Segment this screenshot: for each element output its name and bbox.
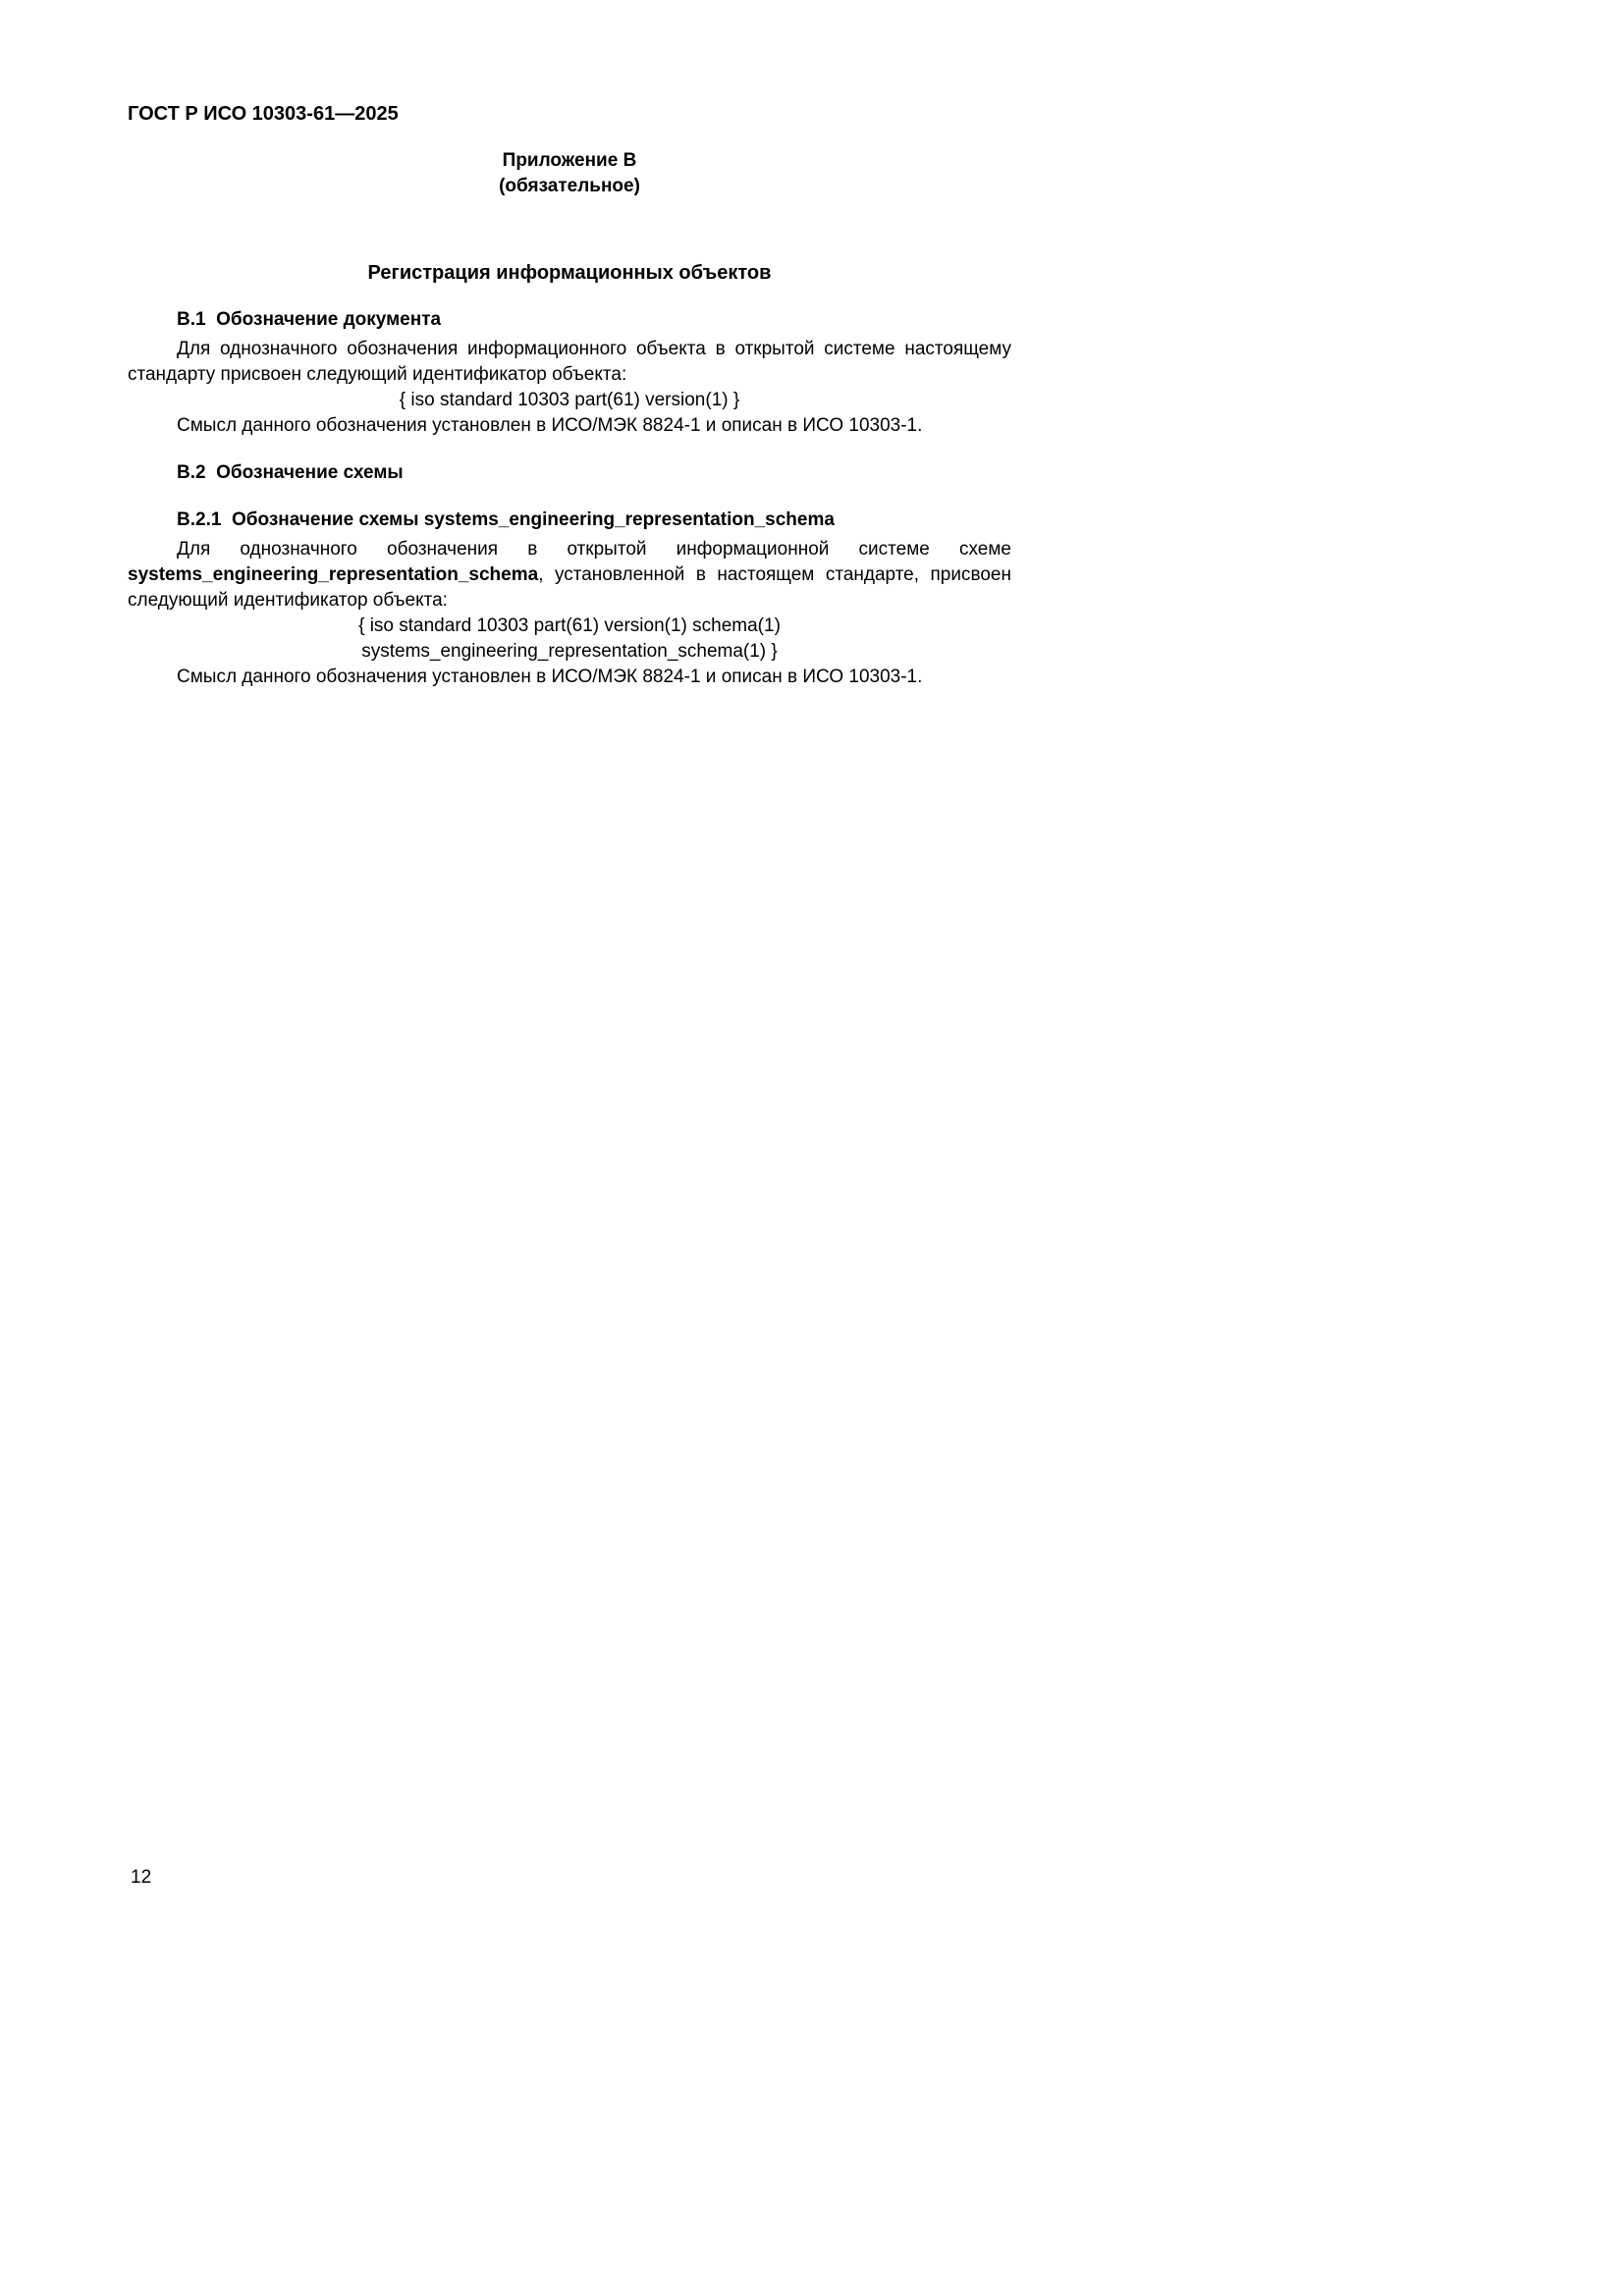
b21-intro-part2: , установленной в настоящем стандарте, присвоен следующий идентификатор объекта:: [128, 564, 1011, 611]
section-b2-title: В.2 Обозначение схемы: [177, 462, 404, 483]
b21-schema-name: systems_engineering_representation_schema: [128, 564, 539, 585]
b1-object-identifier: { iso standard 10303 part(61) version(1) }: [399, 390, 740, 410]
appendix-heading: [128, 148, 1011, 199]
b21-intro-paragraph: [128, 537, 1011, 614]
main-title: Регистрация информационных объектов: [367, 262, 772, 284]
appendix-obligation-note: (обязательное): [499, 176, 640, 196]
b1-intro-paragraph: Для однозначного обозначения информационного объекта в открытой системе настоящему стандарту присвоен следующий идентификатор объекта:: [128, 339, 1011, 385]
section-b21-title: В.2.1 Обозначение схемы systems_engineering_representation_schema: [177, 509, 835, 530]
b1-meaning-paragraph: Смысл данного обозначения установлен в ИСО/МЭК 8824-1 и описан в ИСО 10303-1.: [177, 415, 923, 436]
b21-intro-part1: Для однозначного обозначения в открытой информационной системе схеме: [177, 539, 1011, 560]
b21-meaning-paragraph: Смысл данного обозначения установлен в ИСО/МЭК 8824-1 и описан в ИСО 10303-1.: [177, 667, 923, 687]
section-b1-title: В.1 Обозначение документа: [177, 309, 442, 330]
text-block: [128, 101, 1011, 690]
appendix-title: Приложение В: [502, 150, 637, 171]
b21-object-identifier-line2: systems_engineering_representation_schema(1) }: [361, 641, 778, 662]
b21-object-identifier-line1: { iso standard 10303 part(61) version(1) schema(1): [358, 615, 781, 636]
page-number: 12: [131, 1867, 152, 1888]
document-header: ГОСТ Р ИСО 10303-61—2025: [128, 103, 399, 125]
